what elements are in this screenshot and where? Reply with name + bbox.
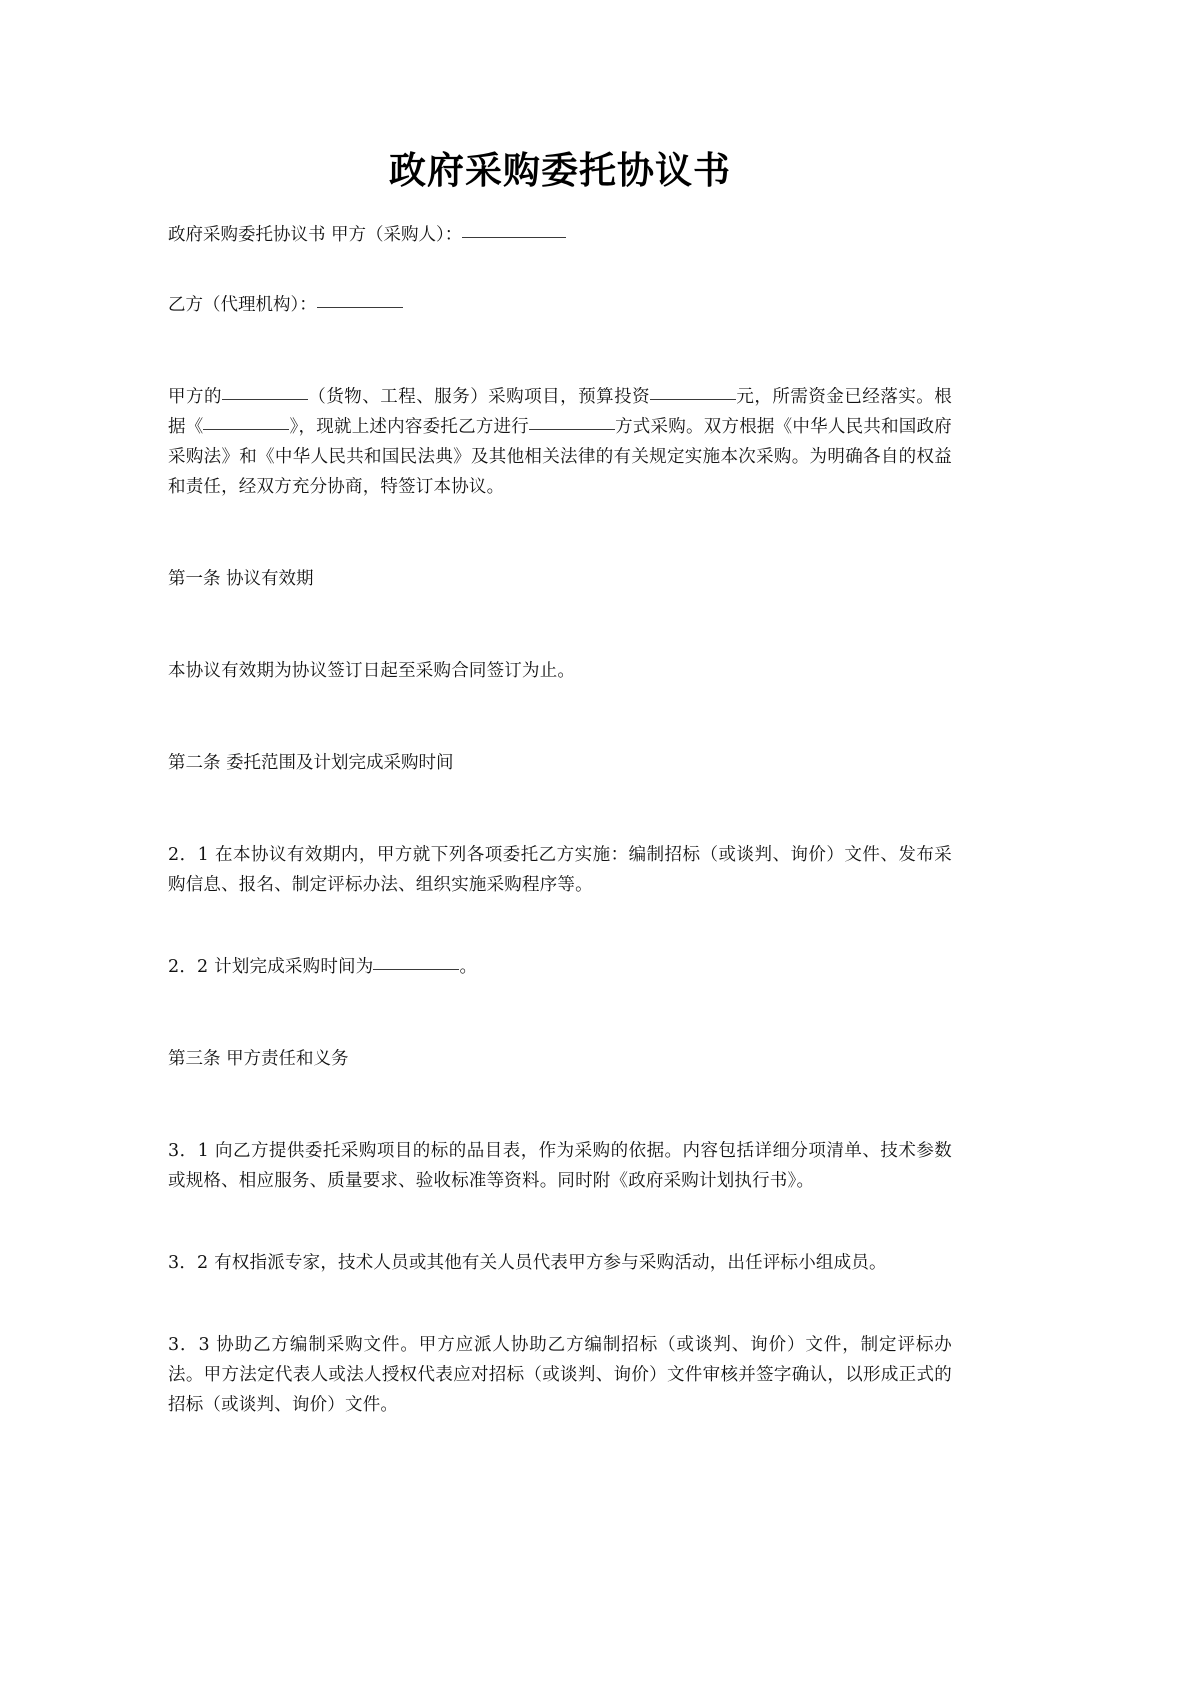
article-1-heading: 第一条 协议有效期	[168, 569, 314, 589]
article-3-item-3-2: 3．2 有权指派专家，技术人员或其他有关人员代表甲方参与采购活动，出任评标小组成员。	[168, 1253, 887, 1273]
item-2-2-suffix: 。	[459, 957, 478, 977]
article-3-item-3-3: 3．3 协助乙方编制采购文件。甲方应派人协助乙方编制招标（或谈判、询价）文件，制定评标办法。甲方法定代表人或法人授权代表应对招标（或谈判、询价）文件审核并签字确认，以形成正式的招标（或谈判、询价）文件。	[168, 1335, 952, 1415]
spacer	[168, 686, 952, 748]
spacer	[168, 194, 952, 220]
preamble-seg-3: 元，所需资金已经落实。根据《	[168, 387, 952, 437]
article-2-item-2-2	[168, 952, 952, 982]
party-a-label: 政府采购委托协议书 甲方（采购人）：	[168, 225, 463, 245]
party-a-blank[interactable]	[462, 237, 566, 238]
spacer	[168, 1074, 952, 1136]
preamble-blank-project[interactable]	[222, 399, 308, 400]
article-1-body: 本协议有效期为协议签订日起至采购合同签订为止。	[168, 661, 576, 681]
preamble-seg-4: 》，现就上述内容委托乙方进行	[289, 417, 530, 437]
preamble-blank-basis[interactable]	[203, 429, 289, 430]
spacer	[168, 778, 952, 840]
preamble-seg-2: （货物、工程、服务）采购项目，预算投资	[307, 387, 651, 407]
article-3-heading: 第三条 甲方责任和义务	[168, 1049, 349, 1069]
party-b-blank[interactable]	[317, 307, 403, 308]
page-title: 政府采购委托协议书	[389, 149, 731, 192]
item-2-2-blank-date[interactable]	[373, 969, 459, 970]
preamble-blank-method[interactable]	[529, 429, 615, 430]
spacer	[168, 900, 952, 952]
spacer	[168, 594, 952, 656]
spacer	[168, 982, 952, 1044]
party-b-line	[168, 290, 952, 320]
article-3-item-3-1: 3．1 向乙方提供委托采购项目的标的品目表，作为采购的依据。内容包括详细分项清单、技术参数或规格、相应服务、质量要求、验收标准等资料。同时附《政府采购计划执行书》。	[168, 1141, 952, 1191]
article-2-heading: 第二条 委托范围及计划完成采购时间	[168, 753, 454, 773]
spacer	[168, 1196, 952, 1248]
spacer	[168, 250, 952, 290]
document-content	[168, 0, 952, 1420]
preamble-paragraph	[168, 382, 952, 502]
article-2-item-2-1: 2．1 在本协议有效期内，甲方就下列各项委托乙方实施：编制招标（或谈判、询价）文件、发布采购信息、报名、制定评标办法、组织实施采购程序等。	[168, 845, 952, 895]
preamble-blank-budget[interactable]	[650, 399, 736, 400]
preamble-seg-5: 方式采购。双方根据《中华人民共和国政府采购法》和《中华人民共和国民法典》及其他相关法律的有关规定实施本次采购。为明确各自的权益和责任，经双方充分协商，特签订本协议。	[168, 417, 952, 497]
preamble-seg-1: 甲方的	[168, 387, 222, 407]
spacer	[168, 502, 952, 564]
party-b-label: 乙方（代理机构）：	[168, 295, 317, 315]
party-a-line	[168, 220, 952, 250]
spacer	[168, 1278, 952, 1330]
item-2-2-prefix: 2．2 计划完成采购时间为	[168, 957, 374, 977]
spacer	[168, 320, 952, 382]
